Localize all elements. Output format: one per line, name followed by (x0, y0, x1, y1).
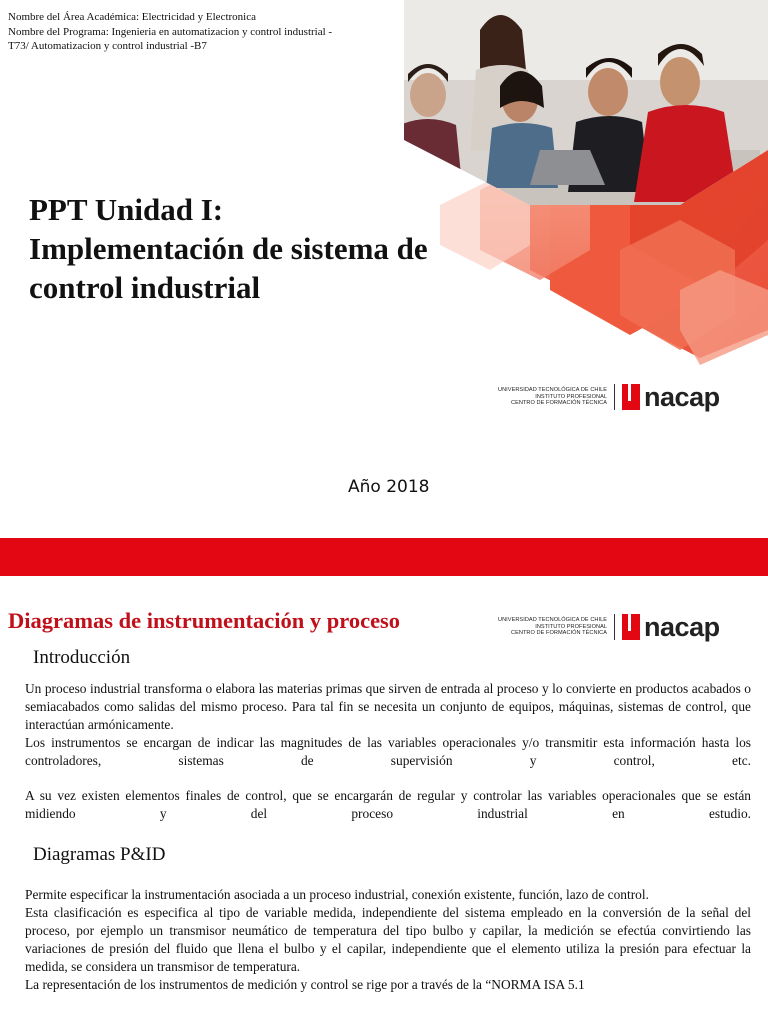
institution-line-1: UNIVERSIDAD TECNOLÓGICA DE CHILE (498, 617, 608, 624)
academic-area: Nombre del Área Académica: Electricidad y Electronica (8, 11, 256, 23)
inacap-mark-icon (622, 614, 640, 640)
paragraph: Esta clasificación es especifica al tipo de variable medida, independiente del sistema empleado en la conversión de la señal del proceso, por ejemplo un transmisor neumático de temperatura del tipo bulbo y capilar, la medición se efectúa convirtiendo las variaciones de presión del fluido que llena el bulbo y el capilar, independiente que el elemento utiliza la presión para efectuar la medida, se considera un transmisor de temperatura. (25, 905, 751, 974)
institution-line-1: UNIVERSIDAD TECNOLÓGICA DE CHILE (498, 387, 608, 394)
presentation-title (29, 190, 428, 307)
paragraph: Un proceso industrial transforma o elabora las materias primas que sirven de entrada al proceso y lo convierte en productos acabados o semiacabados como salidas del mismo proceso. Para tal fin se necesita un conjunto de equipos, máquinas, sistemas de control, que interactúan armónicamente. (25, 681, 751, 732)
institution-line-3: CENTRO DE FORMACIÓN TÉCNICA (511, 400, 608, 407)
students-photo-hexagon-collage (380, 0, 768, 370)
title-line-3: control industrial (29, 270, 261, 305)
inacap-wordmark: nacap (644, 382, 720, 412)
paragraph: A su vez existen elementos finales de control, que se encargarán de regular y controlar las variables operacionales que se están midiendo y del proceso industrial en estudio. (25, 788, 751, 821)
course-metadata (8, 10, 332, 54)
institution-line-3: CENTRO DE FORMACIÓN TÉCNICA (511, 630, 608, 637)
title-line-2: Implementación de sistema de (29, 231, 428, 266)
inacap-mark-icon (622, 384, 640, 410)
paragraph: Los instrumentos se encargan de indicar las magnitudes de las variables operacionales y/o transmitir esta información hasta los controladores, sistemas de supervisión y control, etc. (25, 735, 751, 768)
content-slide (0, 576, 768, 1024)
logo-divider (614, 614, 615, 640)
logo-divider (614, 384, 615, 410)
slide-separator-bar (0, 538, 768, 576)
title-line-1: PPT Unidad I: (29, 192, 224, 227)
institution-line-2: INSTITUTO PROFESIONAL (535, 393, 608, 400)
program-name-line1: Nombre del Programa: Ingenieria en automatizacion y control industrial - (8, 25, 333, 38)
pid-body (25, 886, 751, 994)
intro-body (25, 680, 751, 770)
inacap-logo (498, 614, 720, 640)
intro-body-2 (25, 787, 751, 823)
inacap-logo (498, 384, 720, 410)
year-label: Año 2018 (348, 477, 430, 497)
program-name-line2: T73/ Automatizacion y control industrial -B7 (8, 40, 207, 52)
section-heading-introduccion: Introducción (33, 647, 131, 668)
section-heading-pid: Diagramas P&ID (33, 844, 166, 865)
institution-text (498, 387, 607, 407)
inacap-wordmark: nacap (644, 612, 720, 642)
institution-line-2: INSTITUTO PROFESIONAL (535, 623, 608, 630)
paragraph: Permite especificar la instrumentación asociada a un proceso industrial, conexión existente, función, lazo de control. (25, 887, 649, 902)
institution-text (498, 617, 607, 637)
slide-title: Diagramas de instrumentación y proceso (8, 608, 401, 633)
paragraph: La representación de los instrumentos de medición y control se rige por a través de la “NORMA ISA 5.1 (25, 977, 585, 992)
